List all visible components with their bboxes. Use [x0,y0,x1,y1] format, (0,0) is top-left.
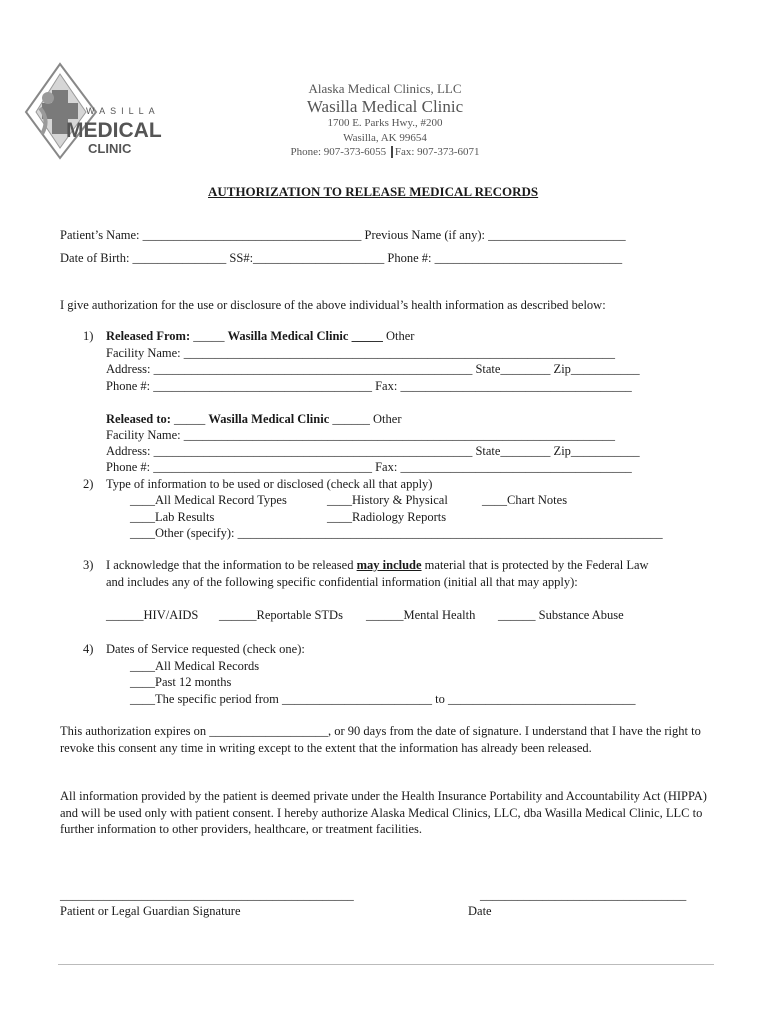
patient-name-line[interactable]: Patient’s Name: ___________________________________ Previous Name (if any): ______________________ [60,228,626,242]
to-facility-name-field[interactable]: Facility Name: _____________________________________________________________________ [106,428,616,442]
date-line[interactable]: _________________________________ [480,888,687,902]
clinic-fax: Fax: 907-373-6071 [394,146,480,158]
section4-text: Dates of Service requested (check one): [106,642,305,656]
clinic-phone: Phone: 907-373-6055 [290,146,387,158]
option-specific-period[interactable]: ____The specific period from ________________________ to ______________________________ [130,692,636,706]
clinic-address-line2: Wasilla, AK 99654 [343,132,427,144]
company-name: Alaska Medical Clinics, LLC [308,81,462,96]
section3-line1 [106,557,649,573]
option-all-record-types[interactable]: ____All Medical Record Types [130,493,287,507]
section2-text: Type of information to be used or disclosed (check all that apply) [106,477,433,491]
released-from-line[interactable] [106,328,414,344]
option-other-specify[interactable]: ____Other (specify): ____________________________________________________________________ [130,526,663,540]
to-address-field[interactable]: Address: ___________________________________________________ State________ Zip___________ [106,444,640,458]
patient-dob-line[interactable]: Date of Birth: _______________ SS#:_____________________ Phone #: ______________________________ [60,251,623,265]
footer-divider [58,964,714,965]
released-to-label: Released to: [106,412,171,426]
logo-line1: WASILLA [86,106,160,116]
released-to-blank: _____ [170,412,209,426]
section4-number: 4) [83,642,94,656]
logo-line3: CLINIC [88,141,132,156]
expiry-paragraph: This authorization expires on ___________________, or 90 days from the date of signature. I understand that I have the right to revoke this consent any time in writing except to the extent that the information has already been released. [60,724,701,755]
logo-line2: MEDICAL [66,119,162,142]
clinic-address-line1: 1700 E. Parks Hwy., #200 [327,117,443,129]
section3-post: material that is protected by the Federal Law [421,558,649,572]
released-from-blank2: _____ [348,329,383,343]
released-from-blank: _____ [190,329,228,343]
signature-line[interactable]: _______________________________________________ [60,888,354,902]
section1-number: 1) [83,329,94,343]
option-reportable-stds[interactable]: ______Reportable STDs [219,608,343,622]
section3-pre: I acknowledge that the information to be released [106,558,357,572]
option-lab-results[interactable]: ____Lab Results [130,510,215,524]
option-all-medical-records[interactable]: ____All Medical Records [130,659,260,673]
section3-emphasis: may include [356,558,422,572]
option-hiv-aids[interactable]: ______HIV/AIDS [106,608,199,622]
option-substance-abuse[interactable]: ______ Substance Abuse [498,608,624,622]
released-from-other: Other [382,329,415,343]
section3-line2: and includes any of the following specific confidential information (initial all that may apply): [106,575,578,589]
from-phone-fax-field[interactable]: Phone #: ___________________________________ Fax: _____________________________________ [106,379,632,393]
released-to-blank2: ______ [329,412,370,426]
option-radiology-reports[interactable]: ____Radiology Reports [327,510,447,524]
section3-number: 3) [83,558,94,572]
clinic-contact [210,146,560,158]
option-mental-health[interactable]: ______Mental Health [366,608,476,622]
from-facility-name-field[interactable]: Facility Name: _____________________________________________________________________ [106,346,616,360]
intro-text: I give authorization for the use or disclosure of the above individual’s health information as described below: [60,298,606,312]
released-from-label: Released From: [106,329,191,343]
released-to-other: Other [369,412,402,426]
option-chart-notes[interactable]: ____Chart Notes [482,493,568,507]
released-from-clinic: Wasilla Medical Clinic [227,329,349,343]
form-title: AUTHORIZATION TO RELEASE MEDICAL RECORDS [208,184,539,199]
released-to-line[interactable] [106,411,401,427]
from-address-field[interactable]: Address: ___________________________________________________ State________ Zip___________ [106,362,640,376]
option-past-12-months[interactable]: ____Past 12 months [130,675,232,689]
released-to-clinic: Wasilla Medical Clinic [208,412,330,426]
option-history-physical[interactable]: ____History & Physical [327,493,448,507]
signature-label: Patient or Legal Guardian Signature [60,904,241,918]
to-phone-fax-field[interactable]: Phone #: ___________________________________ Fax: _____________________________________ [106,460,632,474]
date-label: Date [468,904,492,918]
privacy-paragraph: All information provided by the patient is deemed private under the Health Insurance Portability and Accountability Act (HIPPA) and will be used only with patient consent. I hereby authorize Alaska Medical Clinics, LLC, dba Wasilla Medical Clinic, LLC to further information to other providers, healthcare, or treatment facilities. [60,789,707,836]
clinic-name: Wasilla Medical Clinic [306,97,464,116]
clinic-logo-graphic [22,60,172,160]
clinic-logo [22,60,172,160]
section2-number: 2) [83,477,94,491]
